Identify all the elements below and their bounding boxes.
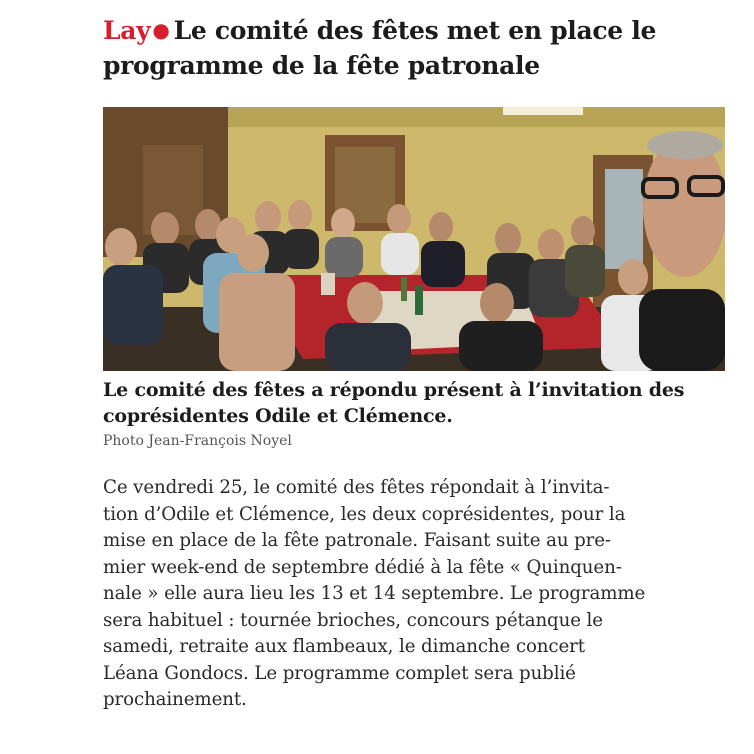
article-body [103, 475, 725, 714]
body-line: Léana Gondocs. Le programme complet sera publié [103, 662, 576, 684]
headline-title: Le comité des fêtes met en place le programme de la fête patronale [103, 16, 657, 80]
body-line: Ce vendredi 25, le comité des fêtes répondait à l’invita- [103, 477, 610, 498]
article [103, 14, 725, 714]
red-dot-icon: ● [152, 18, 170, 42]
body-line: mier week-end de septembre dédié à la fête « Quinquen- [103, 556, 622, 578]
headline [103, 14, 725, 83]
body-line: nale » elle aura lieu les 13 et 14 septembre. Le programme [103, 583, 646, 604]
body-line: sera habituel : tournée brioches, concours pétanque le [103, 609, 603, 631]
body-line: tion d’Odile et Clémence, les deux coprésidentes, pour la [103, 503, 626, 525]
body-line: prochainement. [103, 689, 247, 710]
body-line: mise en place de la fête patronale. Faisant suite au pre- [103, 530, 611, 551]
group-photo-illustration [103, 107, 725, 371]
photo-credit: Photo Jean-François Noyel [103, 433, 292, 449]
headline-kicker: Lay [103, 16, 151, 45]
photo-caption: Le comité des fêtes a répondu présent à l’invitation des coprésidentes Odile et Clémence. [103, 379, 685, 427]
body-line: samedi, retraite aux flambeaux, le dimanche concert [103, 636, 585, 657]
article-photo [103, 107, 725, 371]
